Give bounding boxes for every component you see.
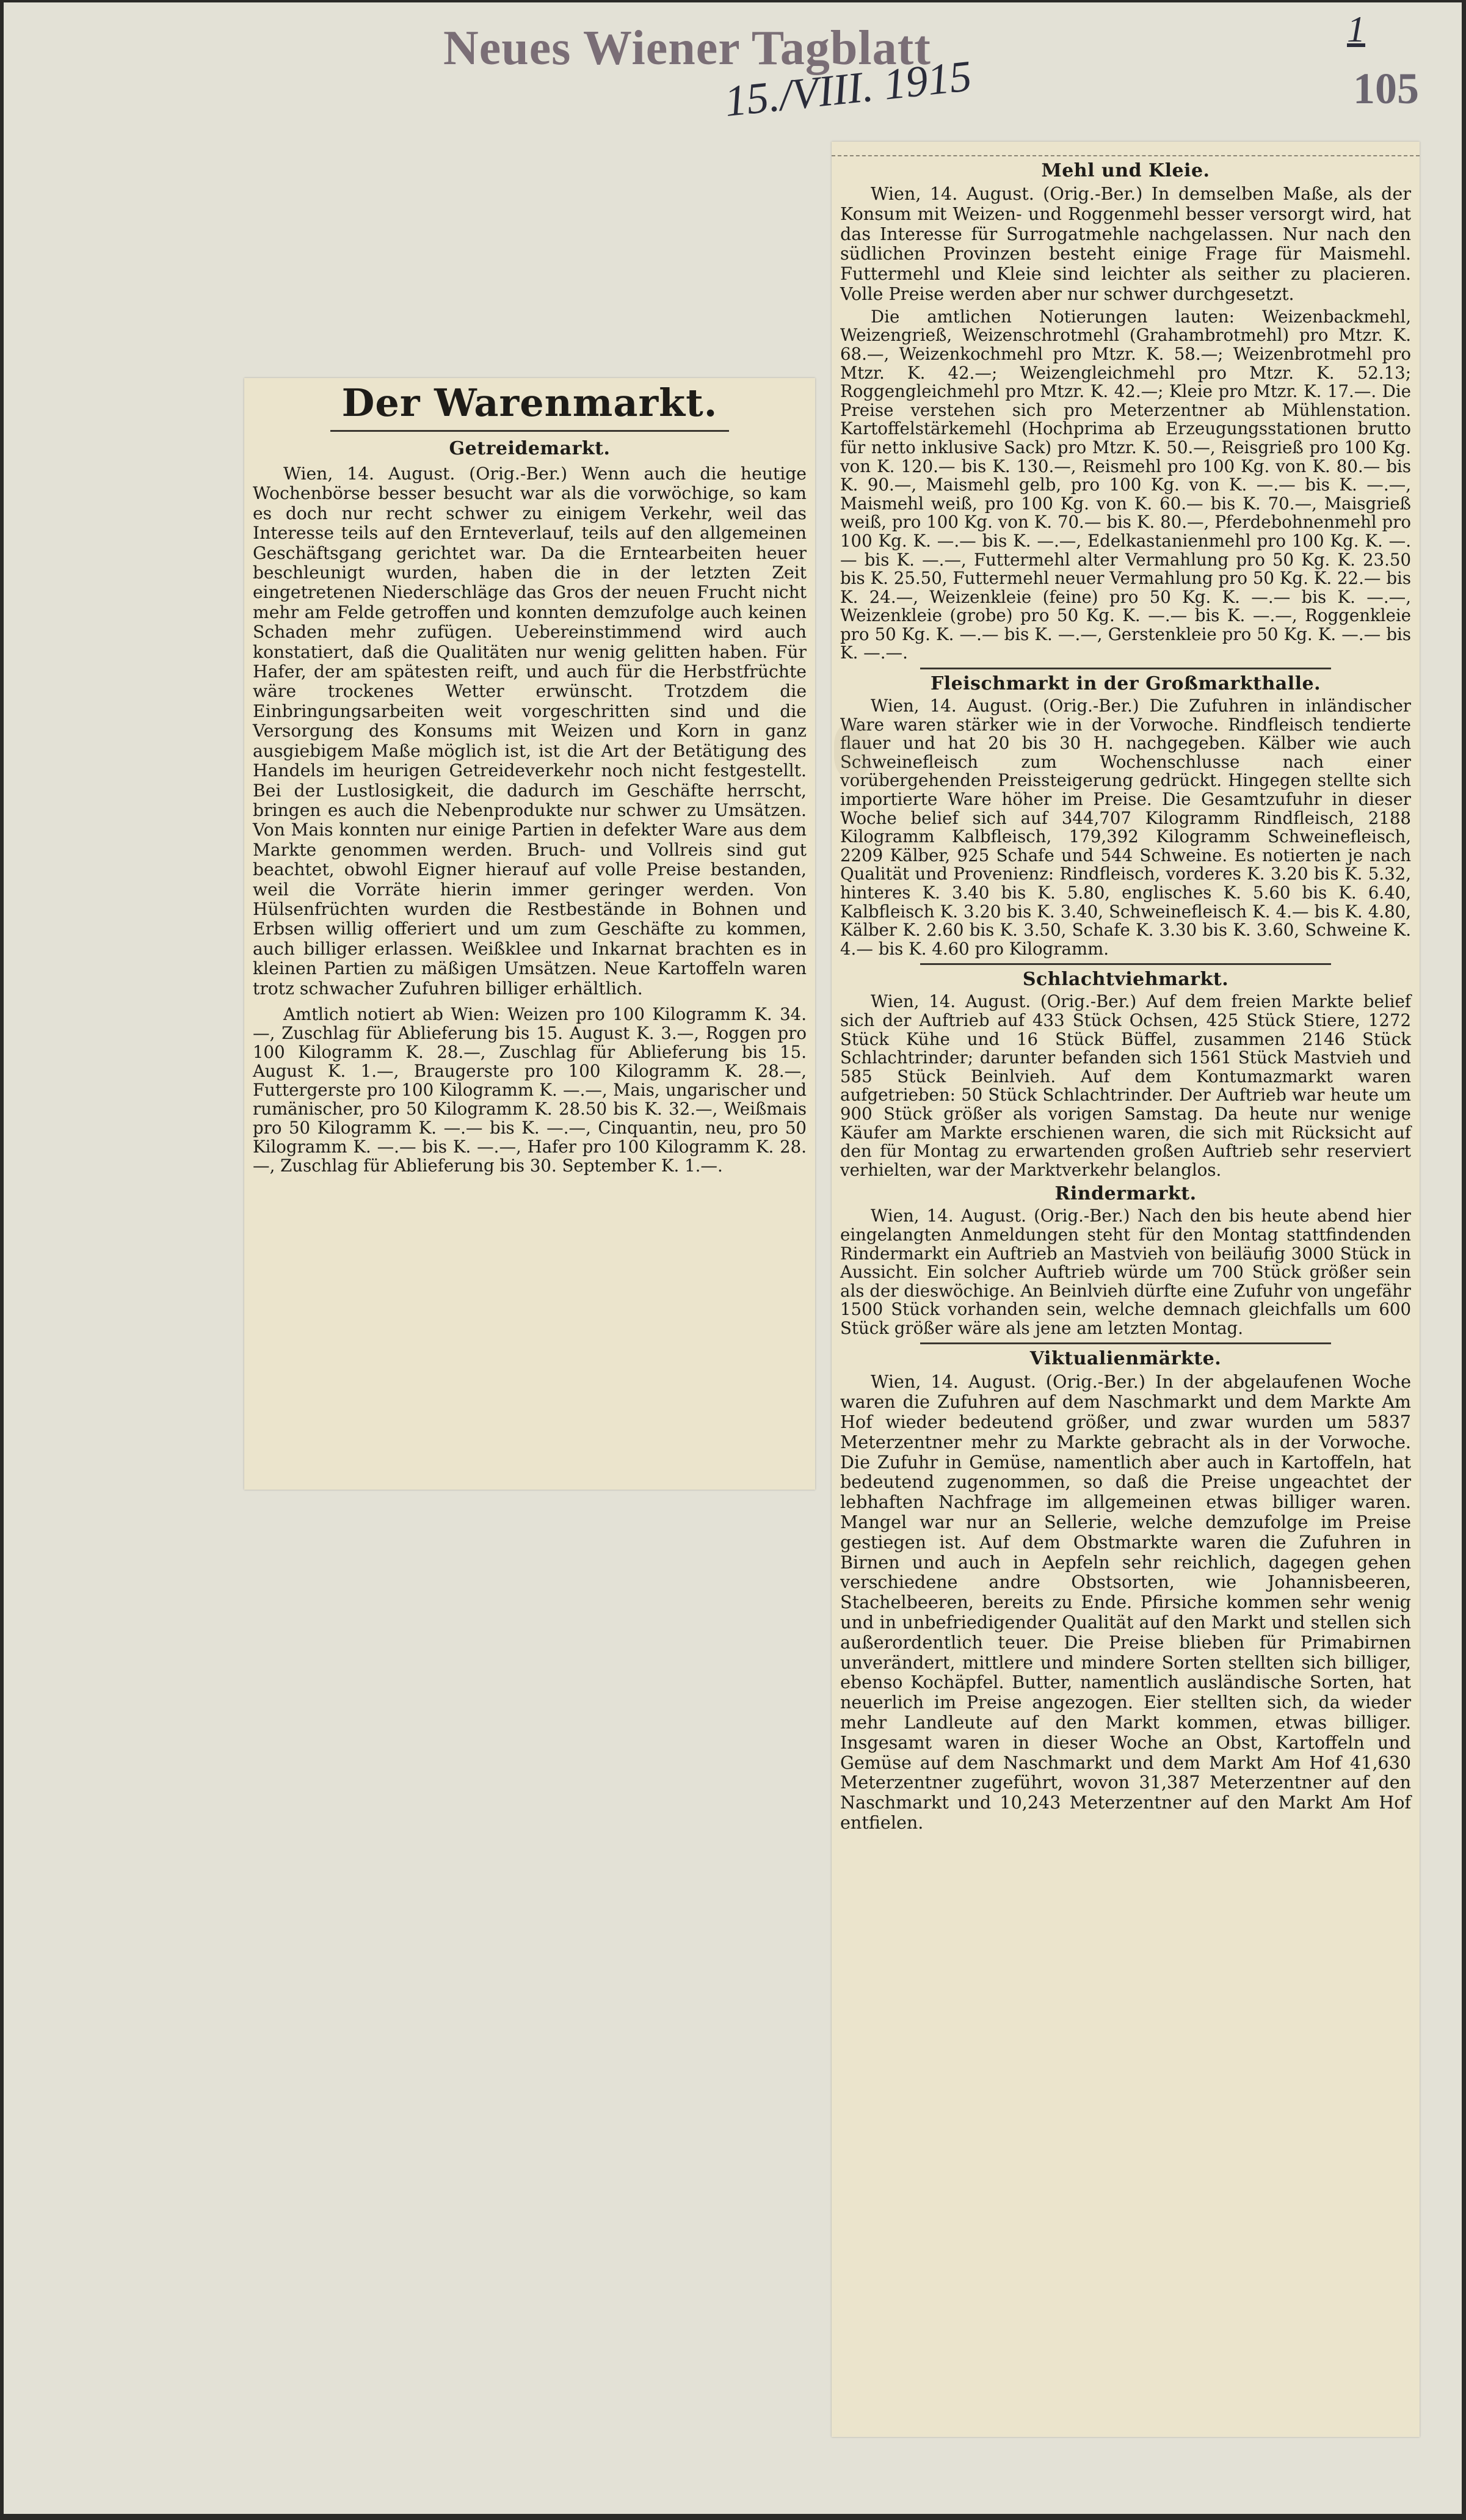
archive-sheet — [4, 2, 1462, 2514]
article-paragraph: Wien, 14. August. (Orig.-Ber.) Wenn auch die heutige Wochenbörse besser besucht war als die vorwöchige, so kam es doch nur recht schwer zu einigem Verkehr, weil das Interesse teils auf den Ernteverlauf, teils auf den allgemeinen Geschäftsgang gerichtet war. Da die Erntearbeiten heuer beschleunigt wurden, haben die in der letzten Zeit eingetretenen Niederschläge das Gros der neuen Frucht nicht mehr am Felde getroffen und konnten demzufolge auch keinen Schaden mehr zufügen. Uebereinstimmend wird auch konstatiert, daß die Qualitäten nur wenig gelitten haben. Für Hafer, der am spätesten reift, und auch für die Herbstfrüchte wäre trockenes Wetter erwünscht. Trotzdem die Einbringungsarbeiten weit vorgeschritten sind und die Versorgung des Konsums mit Weizen und Korn in ganz ausgiebigem Maße möglich ist, ist die Art der Betätigung des Handels im heurigen Getreideverkehr noch nicht festgestellt. Bei der Lustlosigkeit, die dadurch im Geschäfte herrscht, bringen es auch die Nebenprodukte nur schwer zu Umsätzen. Von Mais konnten nur einige Partien in defekter Ware aus dem Markte genommen werden. Bruch- und Vollreis sind gut beachtet, obwohl Eigner hierauf auf volle Preise bestanden, weil die Vorräte hierin immer geringer werden. Von Hülsenfrüchten wurden die Restbestände in Bohnen und Erbsen willig offeriert und um zum Geschäfte zu kommen, auch billiger erlassen. Weißklee und Inkarnat brachten es in kleinen Partien zu mäßigen Umsätzen. Neue Kartoffeln waren trotz schwacher Zufuhren billiger erhältlich. — [253, 464, 807, 999]
section-rule — [920, 1342, 1331, 1344]
clipping-cut-edge — [832, 142, 1420, 156]
article-paragraph: Wien, 14. August. (Orig.-Ber.) Nach den bis heute abend hier eingelangten Anmeldungen steht für den Montag stattfindenden Rindermarkt ein Auftrieb an Mastvieh von beiläufig 3000 Stück in Aussicht. Ein solcher Auftrieb würde um 700 Stück größer sein als der dieswöchige. An Beinlvieh dürfte eine Zufuhr von ungefähr 1500 Stück vorhanden sein, welche demnach gleichfalls um 600 Stück größer wäre als jene am letzten Montag. — [840, 1206, 1411, 1338]
section-title-rindermarkt: Rindermarkt. — [1054, 1183, 1197, 1205]
price-listing-paragraph: Amtlich notiert ab Wien: Weizen pro 100 Kilogramm K. 34.—, Zuschlag für Ablieferung bis 15. August K. 3.—, Roggen pro 100 Kilogramm K. 28.—, Zuschlag für Ablieferung bis 15. August K. 1.—, Braugerste pro 100 Kilogramm K. 28.—, Futtergerste pro 100 Kilogramm K. —.—, Mais, ungarischer und rumänischer, pro 50 Kilogramm K. 28.50 bis K. 32.—, Weißmais pro 50 Kilogramm K. —.— bis K. —.—, Cinquantin, neu, pro 50 Kilogramm K. —.— bis K. —.—, Hafer pro 100 Kilogramm K. 28.—, Zuschlag für Ablieferung bis 30. September K. 1.—. — [253, 1003, 807, 1176]
article-paragraph: Wien, 14. August. (Orig.-Ber.) Auf dem freien Markte belief sich der Auftrieb auf 433 Stück Ochsen, 425 Stück Stiere, 1272 Stück Kühe und 16 Stück Büffel, zusammen 2146 Stück Schlachtrinder; darunter befanden sich 1561 Stück Mastvieh und 585 Stück Beinlvieh. Auf dem Kontumazmarkt waren aufgetrieben: 50 Stück Schlachtrinder. Der Auftrieb war heute um 900 Stück größer als vorigen Samstag. Da heute nur wenige Käufer am Markte erschienen waren, die sich mit Rücksicht auf den für Montag zu erwartenden großen Auftrieb sehr reserviert verhielten, war der Marktverkehr belanglos. — [840, 991, 1411, 1180]
clipping-warenmarkt — [244, 378, 815, 1490]
clipping-market-reports — [832, 142, 1420, 2437]
corner-mark: 1 — [1347, 9, 1365, 49]
article-paragraph: Wien, 14. August. (Orig.-Ber.) Die Zufuhren in inländischer Ware waren stärker wie in der Vorwoche. Rindfleisch tendierte flauer und hat 20 bis 30 H. nachgegeben. Kälber wie auch Schweinefleisch zum Wochenschlusse nach einer vorübergehenden Preissteigerung gedrückt. Hingegen stellte sich importierte Ware höher im Preise. Die Gesamtzufuhr in dieser Woche belief sich auf 344,707 Kilogramm Rindfleisch, 2188 Kilogramm Kalbfleisch, 179,392 Kilogramm Schweinefleisch, 2209 Kälber, 925 Schafe und 544 Schweine. Es notierten je nach Qualität und Provenienz: Rindfleisch, vorderes K. 3.20 bis K. 5.32, hinteres K. 3.40 bis K. 5.80, englisches K. 5.60 bis K. 6.40, Kalbfleisch K. 3.20 bis K. 3.40, Schweinefleisch K. 4.— bis K. 4.80, Kälber K. 2.60 bis K. 3.50, Schafe K. 3.30 bis K. 3.60, Schweine K. 4.— bis K. 4.60 pro Kilogramm. — [840, 696, 1411, 959]
article-title: Der Warenmarkt. — [341, 381, 718, 425]
newspaper-masthead: Neues Wiener Tagblatt — [443, 21, 931, 75]
article-paragraph: Wien, 14. August. (Orig.-Ber.) In demselben Maße, als der Konsum mit Weizen- und Roggenmehl besser versorgt wird, hat das Interesse für Surrogatmehle nachgelassen. Nur nach den südlichen Provinzen besteht einige Frage für Maismehl. Futtermehl und Kleie sind leichter als seither zu placieren. Volle Preise werden aber nur schwer durchgesetzt. — [840, 183, 1411, 304]
section-rule — [920, 668, 1331, 669]
section-title-getreidemarkt: Getreidemarkt. — [449, 438, 611, 459]
page-number: 105 — [1353, 64, 1419, 113]
section-title-mehl-kleie: Mehl und Kleie. — [1041, 160, 1210, 181]
section-title-fleischmarkt: Fleischmarkt in der Großmarkthalle. — [930, 673, 1321, 695]
section-rule — [920, 963, 1331, 965]
price-listing-paragraph: Die amtlichen Notierungen lauten: Weizenbackmehl, Weizengrieß, Weizenschrotmehl (Grahambrotmehl) pro Mtzr. K. 68.—, Weizenkochmehl pro Mtzr. K. 58.—; Weizenbrotmehl pro Mtzr. K. 42.—; Weizengleichmehl pro Mtzr. K. 52.13; Roggengleichmehl pro Mtzr. K. 42.—; Kleie pro Mtzr. K. 17.—. Die Preise verstehen sich pro Meterzentner ab Mühlenstation. Kartoffelstärkemehl (Hochprima ab Erzeugungsstationen brutto für netto inklusive Sack) pro Mtzr. K. 50.—, Reisgrieß pro 100 Kg. von K. 120.— bis K. 130.—, Reismehl pro 100 Kg. von K. 80.— bis K. 90.—, Maismehl gelb, pro 100 Kg. von K. —.— bis K. —.—, Maismehl weiß, pro 100 Kg. von K. 60.— bis K. 70.—, Maisgrieß weiß, pro 100 Kg. von K. 70.— bis K. 80.—, Pferdebohnenmehl pro 100 Kg. K. —.— bis K. —.—, Edelkastanienmehl pro 100 Kg. K. —.— bis K. —.—, Futtermehl alter Vermahlung pro 50 Kg. K. 23.50 bis K. 25.50, Futtermehl neuer Vermahlung pro 50 Kg. K. 22.— bis K. 24.—, Weizenkleie (feine) pro 50 Kg. K. —.— bis K. —.—, Weizenkleie (grobe) pro 50 Kg. K. —.— bis K. —.—, Roggenkleie pro 50 Kg. K. —.— bis K. —.—, Gerstenkleie pro 50 Kg. K. —.— bis K. —.—. — [840, 306, 1411, 663]
title-rule — [330, 430, 729, 432]
paper-stain — [834, 723, 871, 778]
handwritten-date: 15./VIII. 1915 — [722, 51, 974, 126]
article-paragraph: Wien, 14. August. (Orig.-Ber.) In der abgelaufenen Woche waren die Zufuhren auf dem Naschmarkt und dem Markte Am Hof wieder bedeutend größer, und zwar wurden um 5837 Meterzentner mehr zu Markte gebracht als in der Vorwoche. Die Zufuhr in Gemüse, namentlich aber auch in Kartoffeln, hat bedeutend zugenommen, so daß die Preise ungeachtet der lebhaften Nachfrage im allgemeinen etwas billiger waren. Mangel war nur an Sellerie, welche demzufolge im Preise gestiegen ist. Auf dem Obstmarkte waren die Zufuhren in Birnen und auch in Aepfeln sehr reichlich, dagegen gehen verschiedene andre Obstsorten, wie Johannisbeeren, Stachelbeeren, bereits zu Ende. Pfirsiche kommen sehr wenig und in unbefriedigender Qualität auf den Markt und stellen sich außerordentlich teuer. Die Preise blieben für Primabirnen unverändert, mittlere und mindere Sorten stellten sich billiger, ebenso Kochäpfel. Butter, namentlich ausländische Sorten, hat neuerlich im Preise angezogen. Eier stellten sich, da wieder mehr Landleute auf den Markt kommen, etwas billiger. Insgesamt waren in dieser Woche an Obst, Kartoffeln und Gemüse auf dem Naschmarkt und dem Markt Am Hof 41,630 Meterzentner zugeführt, wovon 31,387 Meterzentner auf den Naschmarkt und 10,243 Meterzentner auf den Markt Am Hof entfielen. — [840, 1371, 1411, 1833]
section-title-viktualienmaerkte: Viktualienmärkte. — [1029, 1348, 1222, 1370]
section-title-schlachtviehmarkt: Schlachtviehmarkt. — [1022, 969, 1229, 991]
